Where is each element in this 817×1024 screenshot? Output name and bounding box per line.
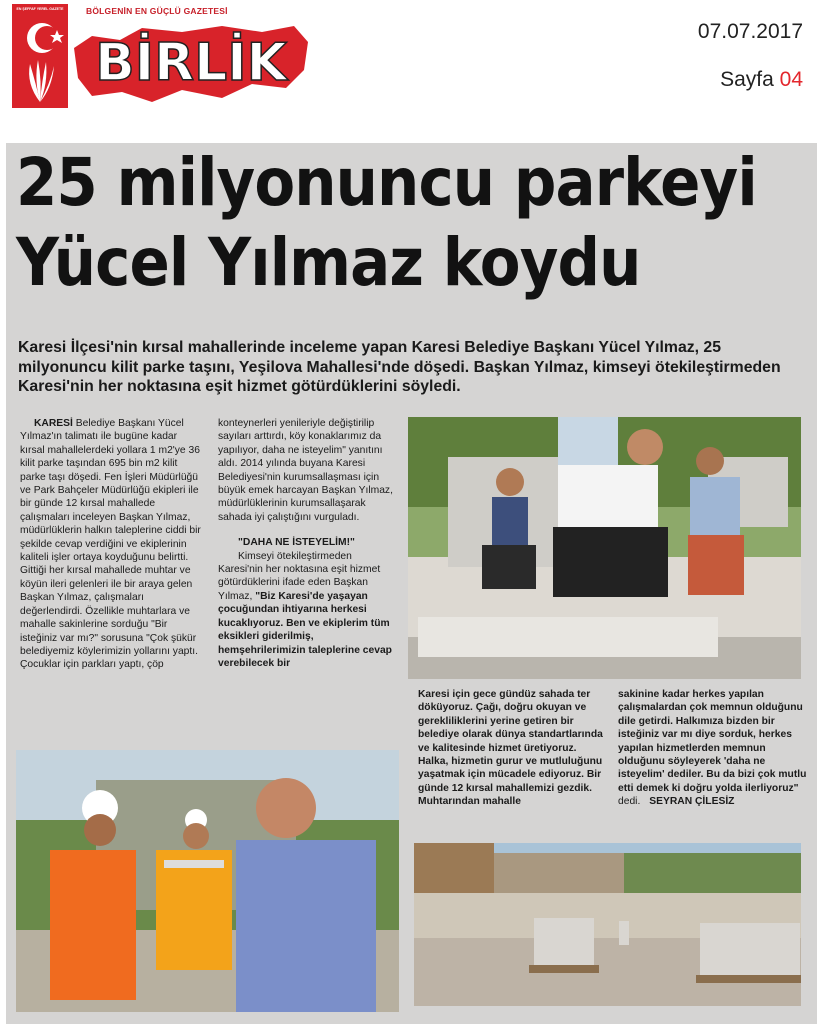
headline-line-1: 25 milyonuncu parkeyi xyxy=(16,144,757,221)
issue-date: 07.07.2017 xyxy=(697,20,803,43)
brand-logo xyxy=(72,6,310,120)
body-column-4 xyxy=(618,688,808,809)
body-text-2: konteynerleri yenileriyle değiştirilip sayıları arttırdı, köy konaklarımız da yapılıyor, daha ne isteyelim" yanıtını aldı. 2014 yılında buyana Karesi Belediyesi'nin kurumsallaşması için büyük emek harcayan Başkan Yılmaz, müdürlüklerinin kurumsallaşarak sahada iyi çalıştığını vurguladı. xyxy=(218,418,393,523)
dateline: KARESİ xyxy=(34,418,73,429)
photo-mayor-with-workers xyxy=(16,750,399,1012)
crescent-star-icon xyxy=(12,4,68,108)
body-column-1 xyxy=(20,417,202,672)
brand-tagline: BÖLGENİN EN GÜÇLÜ GAZETESİ xyxy=(86,6,228,16)
brand-wordmark: BİRLİK xyxy=(95,33,287,93)
brand-map-icon xyxy=(72,18,310,104)
body-text-1: Belediye Başkanı Yücel Yılmaz'ın talimatı ile bugüne kadar kırsal mahallelerdeki yollara 1 m2'ye 36 kilit parke taşından 695 bin m2 kilit parke taşı döşedi. Fen İşleri Müdürlüğü ve Park Bahçeler Müdürlüğü ekipleri ile bir günde 12 kırsal mahallede çalışmaları inceleyen Başkan Yılmaz, müdürlüklerin halkın taleplerine ciddi bir şekilde cevap verdiğini ve ekiplerinin kaliteli işler ortaya koyduğunu belirtti. Gittiği her kırsal mahallede muhtar ve köyün ileri gelenleri ile bir araya gelen Başkan Yılmaz, çalışmaları değerlendirdi. Özellikle muhtarlara ve mahalle sakinlerine sorduğu "Bir isteğiniz var mı?" sorusuna "Çok şükür belediyemiz köylerimizin yollarını yaptı. Çocuklar için parkları yaptı, çöp xyxy=(20,418,201,671)
subheading: "DAHA NE İSTEYELİM!" xyxy=(238,537,355,549)
masthead xyxy=(0,0,817,142)
page-number: 04 xyxy=(779,68,803,91)
article xyxy=(6,143,817,1024)
body-column-3 xyxy=(418,688,603,809)
photo-mayor-with-children xyxy=(408,417,801,679)
quote-text-1: "Biz Karesi'de yaşayan çocuğundan ihtiyarına herkesi kucaklıyoruz. Ben ve ekiplerim tüm eksikleri giderilmiş, hemşehrilerimizin taleplerine cevap verebilecek bir xyxy=(218,590,392,669)
quote-text-3: sakinine kadar herkes yapılan çalışmalardan çok memnun olduğunu dile getirdi. Halkımıza bizden bir isteğiniz var mı diye sorduk, herkes yapılan hizmetlerden memnun olduğunu söyleyerek 'daha ne isteyelim' dediler. Bu da bizi çok mutlu etti demek ki doğru yolda ilerliyoruz" xyxy=(618,689,807,794)
body-column-2 xyxy=(218,417,398,670)
quote-text-2: Karesi için gece gündüz sahada ter döküyoruz. Çağı, doğru okuyan ve gerekliliklerini yerine getiren bir belediye olarak dünya standartlarında ve kalitesinde hizmet üretiyoruz. Halka, hizmetin gurur ve mutluluğunu yaşatmak için mücadele ediyoruz. Bir günde 12 kırsal mahallemizi gezdik. Muhtarından mahalle xyxy=(418,689,603,808)
lead-paragraph: Karesi İlçesi'nin kırsal mahallerinde inceleme yapan Karesi Belediye Başkanı Yücel Yılmaz, 25 milyonuncu kilit parke taşını, Yeşilova Mahallesi'nde döşedi. Başkan Yılmaz, kimseyi ötekileştirmeden Karesi'nin her noktasına eşit hizmet götürdüklerini söyledi. xyxy=(18,339,781,395)
page-indicator xyxy=(720,68,803,92)
page-label: Sayfa xyxy=(720,68,774,91)
body-text-4: dedi. xyxy=(618,796,641,808)
headline xyxy=(16,143,757,303)
flag-caption: EN ŞEFFAF YEREL GAZETE xyxy=(16,7,64,11)
body-text-3: Kimseyi ötekileştirmeden Karesi'nin her noktasına eşit hizmet götürdüklerini ifade eden Başkan Yılmaz, xyxy=(218,550,381,602)
headline-line-2: Yücel Yılmaz koydu xyxy=(16,224,641,301)
photo-paving-stones xyxy=(414,843,801,1006)
byline: SEYRAN ÇİLESİZ xyxy=(649,796,735,808)
brand-flag-logo xyxy=(12,4,68,108)
